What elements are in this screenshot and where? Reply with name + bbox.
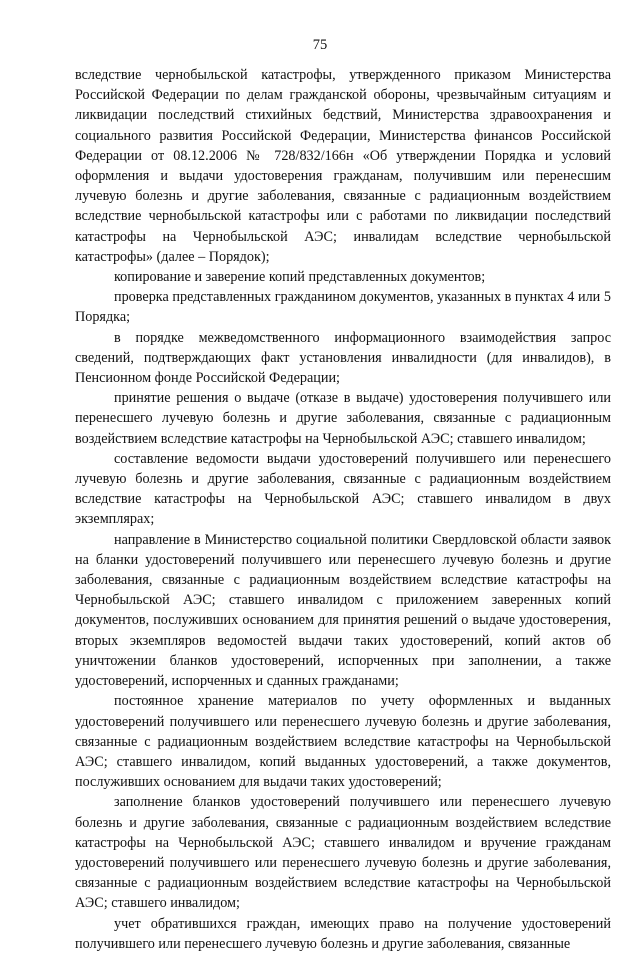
paragraph-continued-decree-reference: вследствие чернобыльской катастрофы, утвержденного приказом Министерства Российской Федерации по делам гражданской обороны, чрезвычайным ситуациям и ликвидации последствий стихийных бедствий, Министерства здравоохранения и социального развития Российской Федерации, Министерства финансов Российской Федерации от 08.12.2006 № 728/832/166н «Об утверждении Порядка и условий оформления и выдачи удостоверения гражданам, получившим или перенесшим лучевую болезнь и другие заболевания, связанные с радиационным воздействием вследствие чернобыльской катастрофы или с работами по ликвидации последствий катастрофы на Чернобыльской АЭС; инвалидам вследствие чернобыльской катастрофы» (далее – Порядок); bbox=[75, 67, 611, 265]
paragraph-issuance-register: составление ведомости выдачи удостоверений получившего или перенесшего лучевую болезнь и другие заболевания, связанные с радиационным воздействием вследствие катастрофы на Чернобыльской АЭС; ставшего инвалидом в двух экземплярах; bbox=[75, 450, 611, 528]
paragraph-copy-certification: копирование и заверение копий представленных документов; bbox=[114, 269, 486, 286]
paragraph-interagency-request: в порядке межведомственного информационного взаимодействия запрос сведений, подтверждающих факт установления инвалидности (для инвалидов), в Пенсионном фонде Российской Федерации; bbox=[75, 329, 611, 387]
document-body bbox=[75, 65, 611, 954]
paragraph-records-storage: постоянное хранение материалов по учету оформленных и выданных удостоверений получившего или перенесшего лучевую болезнь и другие заболевания, связанные с радиационным воздействием вследствие катастрофы на Чернобыльской АЭС; ставшего инвалидом, копий выданных удостоверений, а также документов, послуживших основанием для выдачи таких удостоверений; bbox=[75, 693, 611, 791]
paragraph-blank-forms-request: направление в Министерство социальной политики Свердловской области заявок на бланки удостоверений получившего или перенесшего лучевую болезнь и другие заболевания, связанные с радиационным воздействием вследствие катастрофы на Чернобыльской АЭС; ставшего инвалидом с приложением заверенных копий документов, послуживших основанием для принятия решений о выдаче удостоверения, вторых экземпляров ведомостей выдачи таких удостоверений, копий актов об уничтожении бланков удостоверений, испорченных при заполнении, а также удостоверений, испорченных и сданных гражданами; bbox=[75, 531, 611, 690]
paragraph-form-filling-delivery: заполнение бланков удостоверений получившего или перенесшего лучевую болезнь и другие заболевания, связанные с радиационным воздействием вследствие катастрофы на Чернобыльской АЭС; ставшего инвалидом и вручение гражданам удостоверений получившего или перенесшего лучевую болезнь и другие заболевания, связанные с радиационным воздействием вследствие катастрофы на Чернобыльской АЭС; ставшего инвалидом; bbox=[75, 794, 611, 912]
paragraph-applicant-registry: учет обратившихся граждан, имеющих право на получение удостоверений получившего или перенесшего лучевую болезнь и другие заболевания, связанные bbox=[75, 915, 611, 952]
paragraph-document-check: проверка представленных гражданином документов, указанных в пунктах 4 или 5 Порядка; bbox=[75, 289, 611, 326]
paragraph-issuance-decision: принятие решения о выдаче (отказе в выдаче) удостоверения получившего или перенесшего лучевую болезнь и другие заболевания, связанные с радиационным воздействием вследствие катастрофы на Чернобыльской АЭС; ставшего инвалидом; bbox=[75, 390, 611, 447]
page-number: 75 bbox=[312, 37, 328, 53]
